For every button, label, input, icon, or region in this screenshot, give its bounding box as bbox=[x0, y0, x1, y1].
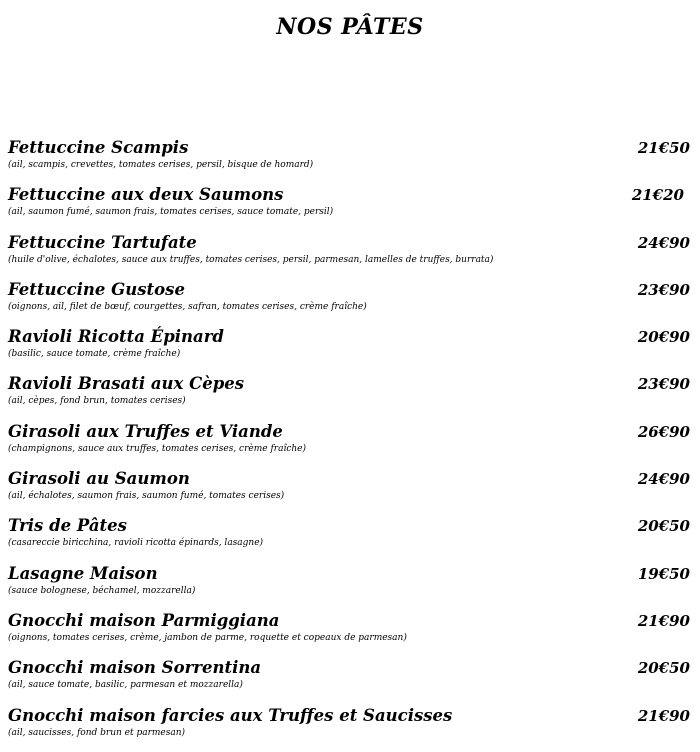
dish-name: Gnocchi maison Sorrentina bbox=[8, 658, 262, 678]
dish-price: 20€90 bbox=[637, 328, 690, 347]
dish-name: Girasoli aux Truffes et Viande bbox=[8, 421, 283, 441]
menu-item bbox=[8, 705, 692, 752]
dish-name: Girasoli au Saumon bbox=[8, 469, 190, 489]
page-title: NOS PÂTES bbox=[276, 14, 424, 40]
dish-description: (ail, saucisses, fond brun et parmesan) bbox=[8, 727, 186, 738]
dish-description: (huile d'olive, échalotes, sauce aux truffes, tomates cerises, persil, parmesan, lamelles de truffes, burrata) bbox=[8, 254, 494, 265]
dish-description: (casareccie biricchina, ravioli ricotta épinards, lasagne) bbox=[8, 538, 264, 549]
dish-description: (ail, sauce tomate, basilic, parmesan et mozzarella) bbox=[8, 680, 243, 691]
menu-item bbox=[8, 137, 692, 184]
dish-description: (oignons, tomates cerises, crème, jambon de parme, roquette et copeaux de parmesan) bbox=[8, 632, 407, 643]
dish-name: Gnocchi maison farcies aux Truffes et Saucisses bbox=[8, 705, 453, 725]
dish-name: Tris de Pâtes bbox=[8, 516, 127, 536]
dish-price: 20€50 bbox=[637, 517, 690, 536]
dish-name: Fettuccine Scampis bbox=[8, 138, 189, 157]
menu-list bbox=[8, 137, 692, 752]
dish-price: 21€90 bbox=[637, 706, 690, 725]
dish-price: 20€50 bbox=[637, 659, 690, 678]
dish-description: (ail, échalotes, saumon frais, saumon fumé, tomates cerises) bbox=[8, 491, 285, 502]
menu-item bbox=[8, 279, 692, 326]
dish-description: (sauce bolognese, béchamel, mozzarella) bbox=[8, 585, 196, 596]
dish-price: 24€90 bbox=[637, 233, 690, 252]
dish-name: Fettuccine Tartufate bbox=[8, 232, 197, 252]
dish-name: Lasagne Maison bbox=[8, 563, 158, 583]
dish-name: Gnocchi maison Parmiggiana bbox=[8, 610, 280, 630]
dish-price: 21€20 bbox=[631, 186, 684, 205]
dish-description: (ail, scampis, crevettes, tomates cerises, persil, bisque de homard) bbox=[8, 160, 314, 170]
dish-description: (basilic, sauce tomate, crème fraîche) bbox=[8, 349, 181, 360]
dish-name: Ravioli Brasati aux Cèpes bbox=[8, 374, 245, 394]
menu-item bbox=[8, 373, 692, 420]
dish-description: (champignons, sauce aux truffes, tomates cerises, crème fraîche) bbox=[8, 443, 306, 454]
menu-item bbox=[8, 657, 692, 704]
dish-price: 21€50 bbox=[637, 139, 690, 157]
dish-description: (ail, cèpes, fond brun, tomates cerises) bbox=[8, 396, 186, 407]
menu-item bbox=[8, 563, 692, 610]
dish-price: 23€90 bbox=[637, 375, 690, 394]
menu-item bbox=[8, 184, 692, 231]
menu-item bbox=[8, 610, 692, 657]
dish-description: (oignons, ail, filet de bœuf, courgettes, safran, tomates cerises, crème fraîche) bbox=[8, 301, 367, 312]
menu-item bbox=[8, 421, 692, 468]
menu-item bbox=[8, 515, 692, 562]
dish-price: 19€50 bbox=[637, 564, 690, 583]
dish-price: 26€90 bbox=[637, 422, 690, 441]
dish-price: 21€90 bbox=[637, 611, 690, 630]
menu-item bbox=[8, 468, 692, 515]
dish-name: Fettuccine aux deux Saumons bbox=[8, 185, 284, 205]
menu-item bbox=[8, 232, 692, 279]
dish-price: 23€90 bbox=[637, 280, 690, 299]
dish-price: 24€90 bbox=[637, 470, 690, 489]
menu-item bbox=[8, 326, 692, 373]
dish-description: (ail, saumon fumé, saumon frais, tomates cerises, sauce tomate, persil) bbox=[8, 207, 334, 218]
dish-name: Fettuccine Gustose bbox=[8, 279, 185, 299]
dish-name: Ravioli Ricotta Épinard bbox=[8, 327, 224, 347]
